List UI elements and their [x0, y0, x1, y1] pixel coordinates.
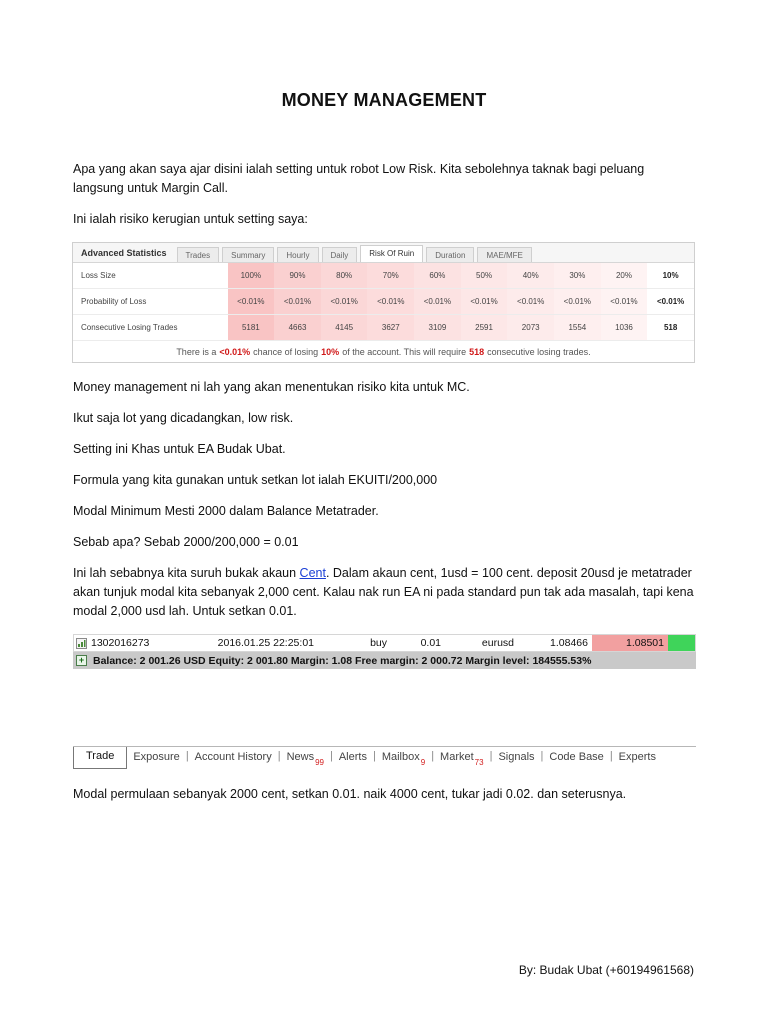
tab-separator: | — [489, 750, 493, 762]
account-summary-text: Balance: 2 001.26 USD Equity: 2 001.80 Margin: 1.08 Free margin: 2 000.72 Margin level: 184555.53% — [93, 654, 592, 667]
stats-cell: <0.01% — [461, 289, 508, 314]
mailbox-count-badge: 9 — [420, 758, 426, 767]
stats-row — [73, 315, 694, 341]
stats-tab-hourly[interactable]: Hourly — [277, 247, 318, 262]
stats-cell: <0.01% — [414, 289, 461, 314]
paragraph-lot: Ikut saja lot yang dicadangkan, low risk. — [73, 411, 294, 425]
tab-label: Experts — [618, 751, 656, 763]
tab-alerts[interactable] — [333, 747, 373, 767]
stats-panel-title: Advanced Statistics — [81, 248, 167, 258]
stats-cell: 5181 — [228, 315, 275, 340]
risk-of-ruin-panel — [72, 242, 695, 363]
expand-plus-icon[interactable]: + — [76, 655, 87, 666]
stats-cell: 60% — [414, 263, 461, 288]
tab-separator: | — [372, 750, 376, 762]
page-title: MONEY MANAGEMENT — [281, 90, 487, 110]
stats-cell: <0.01% — [601, 289, 648, 314]
author-signature: By: Budak Ubat (+60194961568) — [518, 963, 694, 977]
tab-separator: | — [277, 750, 281, 762]
cent-text-before: Ini lah sebabnya kita suruh bukak akaun — [73, 566, 300, 580]
tab-label: News — [286, 751, 315, 763]
cent-text-after: . Dalam akaun cent, 1usd = 100 cent. deposit 20usd je metatrader akan tunjuk modal kita sebanyak 2,000 cent. Kalau nak run EA ni pada standard pun tak ada masalah, tapi kena modal 2,000 usd lah. Untuk setkan 0.01. — [73, 566, 694, 618]
stats-row — [73, 263, 694, 289]
tab-label: Alerts — [338, 751, 367, 763]
stats-cell: 90% — [274, 263, 321, 288]
stats-cell: 4663 — [274, 315, 321, 340]
stats-cell: 1554 — [554, 315, 601, 340]
tab-label: Exposure — [133, 751, 180, 763]
stats-cell: 70% — [367, 263, 414, 288]
stats-cell: 40% — [507, 263, 554, 288]
tab-label: Account History — [194, 751, 272, 763]
tab-separator: | — [540, 750, 544, 762]
terminal-tabs — [73, 746, 696, 768]
stats-cell: 50% — [461, 263, 508, 288]
cent-link[interactable]: Cent — [299, 566, 326, 580]
summary-part: There is a — [176, 347, 217, 357]
tab-separator: | — [329, 750, 333, 762]
stats-tab-summary[interactable]: Summary — [222, 247, 274, 262]
stats-cell: 2073 — [507, 315, 554, 340]
stats-cell: <0.01% — [507, 289, 554, 314]
tab-exposure[interactable] — [127, 747, 185, 767]
tab-separator: | — [431, 750, 435, 762]
paragraph-setting: Setting ini Khas untuk EA Budak Ubat. — [73, 442, 286, 456]
tab-label: Signals — [498, 751, 535, 763]
tab-label: Market — [440, 751, 474, 763]
tab-separator: | — [185, 750, 189, 762]
stats-cell: 80% — [321, 263, 368, 288]
summary-part: consecutive losing trades. — [487, 347, 591, 357]
stats-cell: 518 — [647, 315, 694, 340]
ticket-cell — [74, 635, 196, 651]
trade-panel — [73, 634, 696, 669]
tab-label: Trade — [86, 750, 115, 762]
tab-trade[interactable] — [73, 747, 127, 769]
summary-part: chance of losing — [253, 347, 319, 357]
stats-cell: 10% — [647, 263, 694, 288]
tab-market[interactable] — [434, 747, 490, 767]
stats-cell: 2591 — [461, 315, 508, 340]
tab-label: Mailbox — [381, 751, 420, 763]
stats-tab-duration[interactable]: Duration — [426, 247, 474, 262]
stats-row-label: Probability of Loss — [81, 297, 147, 306]
market-count-badge: 73 — [474, 758, 484, 767]
paragraph-sebab: Sebab apa? Sebab 2000/200,000 = 0.01 — [73, 535, 299, 549]
paragraph-mc: Money management ni lah yang akan menentukan risiko kita untuk MC. — [73, 380, 470, 394]
trade-time: 2016.01.25 22:25:01 — [217, 637, 314, 649]
tab-signals[interactable] — [489, 747, 540, 767]
tab-experts[interactable] — [613, 747, 662, 767]
trade-row[interactable] — [73, 634, 696, 652]
paragraph-formula: Formula yang kita gunakan untuk setkan lot ialah EKUITI/200,000 — [73, 473, 438, 487]
risk-intro-paragraph: Ini ialah risiko kerugian untuk setting saya: — [73, 212, 308, 226]
trade-profit-indicator — [668, 635, 695, 651]
stats-cell: <0.01% — [554, 289, 601, 314]
stats-row-label: Consecutive Losing Trades — [81, 323, 178, 332]
account-summary-row — [73, 652, 696, 669]
tab-mailbox[interactable] — [376, 747, 431, 767]
trade-current-price: 1.08501 — [592, 635, 668, 651]
trade-symbol: eurusd — [481, 637, 514, 649]
stats-cell: 30% — [554, 263, 601, 288]
stats-tab-trades[interactable]: Trades — [177, 247, 220, 262]
stats-tab-risk-of-ruin[interactable]: Risk Of Ruin — [360, 245, 423, 262]
tab-code-base[interactable] — [540, 747, 609, 767]
stats-tabs-bar — [73, 243, 694, 263]
stats-summary-text — [73, 341, 694, 363]
tab-label: Code Base — [549, 751, 604, 763]
stats-cell: <0.01% — [647, 289, 694, 314]
trade-open-price: 1.08466 — [550, 637, 588, 649]
stats-tab-daily[interactable]: Daily — [322, 247, 358, 262]
stats-cell: 100% — [228, 263, 275, 288]
tab-account-history[interactable] — [189, 747, 278, 767]
paragraph-modal-permulaan: Modal permulaan sebanyak 2000 cent, setkan 0.01. naik 4000 cent, tukar jadi 0.02. dan seterusnya. — [73, 787, 627, 801]
summary-part: of the account. This will require — [342, 347, 467, 357]
stats-cell: <0.01% — [228, 289, 275, 314]
news-count-badge: 99 — [315, 758, 324, 767]
summary-loss: 10% — [321, 347, 340, 357]
stats-cell: 3627 — [367, 315, 414, 340]
trade-order-icon — [76, 638, 87, 649]
trade-type: buy — [370, 637, 387, 649]
stats-cell: 4145 — [321, 315, 368, 340]
stats-cell: <0.01% — [367, 289, 414, 314]
trade-volume: 0.01 — [420, 637, 441, 649]
stats-cell: <0.01% — [274, 289, 321, 314]
stats-tab-mae-mfe[interactable]: MAE/MFE — [477, 247, 531, 262]
intro-paragraph: Apa yang akan saya ajar disini ialah setting untuk robot Low Risk. Kita sebolehnya taknak bagi peluang langsung untuk Margin Call. — [73, 162, 645, 195]
stats-cell: <0.01% — [321, 289, 368, 314]
summary-probability: <0.01% — [219, 347, 251, 357]
stats-cell: 1036 — [601, 315, 648, 340]
tab-news[interactable] — [281, 747, 330, 767]
stats-row — [73, 289, 694, 315]
stats-cell: 20% — [601, 263, 648, 288]
summary-trades: 518 — [469, 347, 485, 357]
paragraph-cent — [73, 564, 698, 621]
tab-separator: | — [609, 750, 613, 762]
paragraph-modal-minimum: Modal Minimum Mesti 2000 dalam Balance Metatrader. — [73, 504, 379, 518]
trade-ticket: 1302016273 — [91, 637, 150, 649]
stats-cell: 3109 — [414, 315, 461, 340]
stats-row-label: Loss Size — [81, 271, 116, 280]
